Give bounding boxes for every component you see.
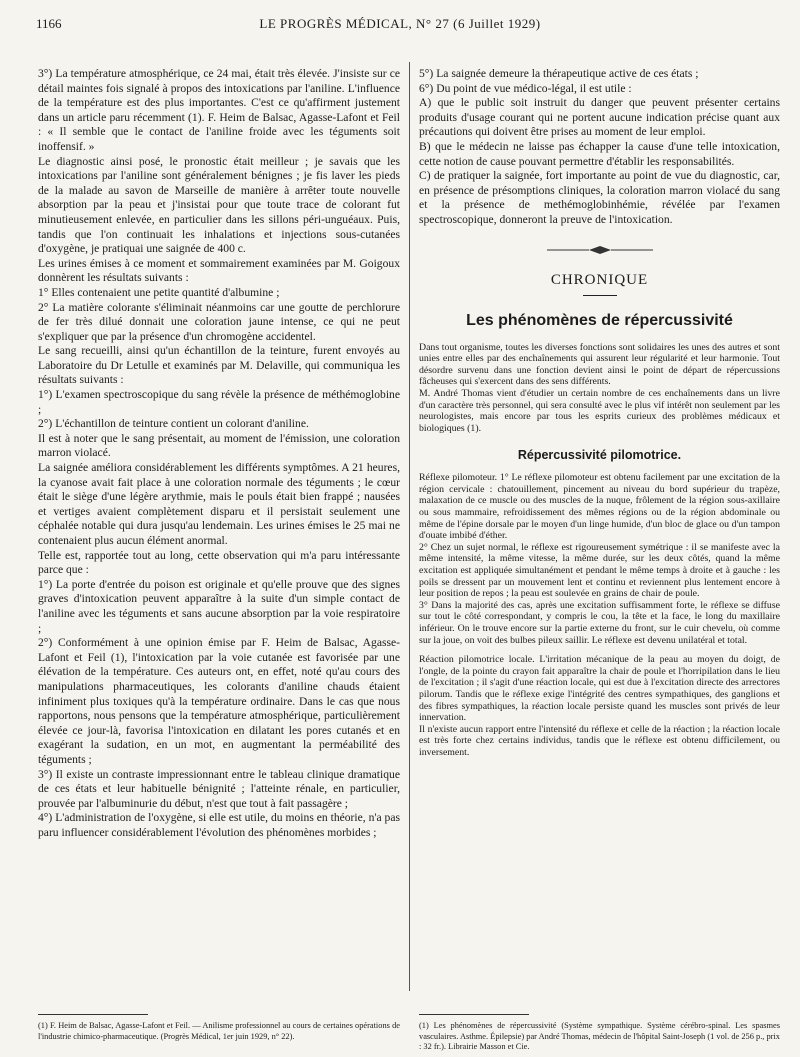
paragraph: M. André Thomas vient d'étudier un certain nombre de ces enchaînements dans un livre d'un caractère très personnel, qui sera consulté avec le plus vif intérêt non seulement par les neurologistes, mais encore par tous les esprits curieux des problèmes médicaux et biologiques (1).	[419, 387, 780, 434]
paragraph: A) que le public soit instruit du danger que peuvent présenter certains produits d'usage courant qui ne portent aucune indication précise quant aux précautions qui doivent être prises au moment de leur emploi.	[419, 96, 780, 139]
paragraph: C) de pratiquer la saignée, fort importante au point de vue du diagnostic, car, en présence de présomptions cliniques, la coloration marron violacé du sang et la présence de methémoglobinhémie, révélée par l'examen spectroscopique, donneront la preuve de l'intoxication.	[419, 169, 780, 226]
left-column	[38, 67, 400, 840]
paragraph: 3°) Il existe un contraste impressionnant entre le tableau clinique dramatique de ces états et leur habituelle bénignité ; l'atteinte rénale, en particulier, prouvée par l'albuminurie du début, n'est que tout à fait passagère ;	[38, 767, 400, 810]
paragraph: 2°) Conformément à une opinion émise par F. Heim de Balsac, Agasse-Lafont et Feil (1), l'intoxication par la voie cutanée est favorisée par une élévation de la température. Ces auteurs ont, en effet, noté qu'au cours des manipulations pharmaceutiques, les colorants d'aniline chauds étaient infiniment plus toxiques qu'à la température ordinaire. Dans le cas que nous rapportons, nous pensons que la température atmosphérique, particulièrement élevée ce jour-là, favorisa l'intoxication en dilatant les pores cutanés et en exagérant la sudation, en un mot, en augmentant la perméabilité des téguments ;	[38, 636, 400, 766]
paragraph: 1°) L'examen spectroscopique du sang révèle la présence de méthémoglobine ;	[38, 388, 400, 416]
page-number: 1166	[36, 16, 62, 31]
paragraph: Il n'existe aucun rapport entre l'intensité du réflexe et celle de la réaction ; la réaction locale est très forte chez certains individus, tandis que le réflexe est obtenu difficilement, ou inversement.	[419, 723, 780, 758]
paragraph: 5°) La saignée demeure la thérapeutique active de ces états ;	[419, 67, 699, 80]
paragraph: Le diagnostic ainsi posé, le pronostic était meilleur ; je savais que les intoxications par l'aniline sont généralement bénignes ; je fis laver les pieds de la malade au savon de Marseille de manière à arrêter toute nouvelle absorption par la peau et j'insistai pour que toute trace de colorant fut minutieusement enlevée, en particulier dans les sillons péri-unguéaux. Puis, tandis que l'on continuait les inhalations et injections sous-cutanées d'oxygène, je pratiquai une saignée de 400 c.	[38, 154, 400, 256]
paragraph: Il est à noter que le sang présentait, au moment de l'émission, une coloration marron violacé.	[38, 431, 400, 460]
footnote-left: (1) F. Heim de Balsac, Agasse-Lafont et Feil. — Anilisme professionnel au cours de certaines opérations de l'industrie chimico-pharmaceutique. (Progrès Médical, 1er juin 1929, n° 22).	[38, 1021, 400, 1041]
paragraph: 3° Dans la majorité des cas, après une excitation suffisamment forte, le réflexe se diffuse sur tout le côté correspondant, y compris le cou, la tête et la face, le long du maxillaire inférieur. On le trouve encore sur la partie externe du front, sur le cuir chevelu, où comme sur la joue, on voit des bulbes pileux saillir. Le réflexe est devenu unilatéral et total.	[419, 599, 780, 646]
paragraph: 1° Elles contenaient une petite quantité d'albumine ;	[38, 285, 280, 299]
article-conclusion	[419, 67, 780, 228]
paragraph: Dans tout organisme, toutes les diverses fonctions sont solidaires les unes des autres et sont unies entre elles par des enchaînements qui assurent leur régularité et leur harmonie. Tout désordre survenu dans une fonction devient ainsi le point de départ de répercussions fâcheuses qui s'exercent dans des sens différents.	[419, 341, 780, 388]
right-column	[419, 67, 780, 759]
ornament-divider	[419, 242, 780, 260]
paragraph: Les urines émises à ce moment et sommairement examinées par M. Goigoux donnèrent les résultats suivants :	[38, 256, 400, 285]
column-divider	[409, 62, 410, 991]
paragraph: La saignée améliora considérablement les différents symptômes. A 21 heures, la cyanose avait fait place à une coloration normale des téguments ; le cœur était le siège d'une légère arythmie, mais le pouls était bien frappé ; nausées et vertiges avaient complètement disparu et il persistait seulement une céphalée notable qui dura jusqu'au lendemain. Les urines émises le 25 mai ne contenaient plus aucun élément anormal.	[38, 461, 400, 547]
paragraph: B) que le médecin ne laisse pas échapper la cause d'une telle intoxication, cette notion de cause pouvant permettre d'établir les responsabilités.	[419, 139, 780, 168]
subsection-title: Répercussivité pilomotrice.	[517, 448, 682, 463]
heading-underline	[583, 295, 617, 296]
paragraph: 2° Chez un sujet normal, le réflexe est rigoureusement symétrique : il se manifeste avec la même intensité, la même vitesse, la même durée, sur les deux côtés, quand la même excitation est appliquée simultanément et pendant le même temps à droite et à gauche : les poils se dressent par un mouvement lent et continu et reviennent plus lentement encore à leur position de repos ; la peau est soulevée en grains de chair de poule.	[419, 541, 780, 600]
article-intro	[419, 342, 780, 435]
running-title: LE PROGRÈS MÉDICAL, N° 27 (6 Juillet 1929)	[259, 16, 541, 31]
paragraph: 3°) La température atmosphérique, ce 24 mai, était très élevée. J'insiste sur ce détail maintes fois signalé à propos des intoxications par l'aniline. L'influence de la température est des plus importantes. C'est ce qu'affirment justement dans un article paru récemment (1). F. Heim de Balsac, Agasse-Lafont et Feil : « Il semble que le contact de l'aniline froide avec les téguments soit inoffensif. »	[38, 67, 400, 153]
paragraph: 1°) La porte d'entrée du poison est originale et qu'elle prouve que des signes graves d'intoxication peuvent apparaître à la suite d'un simple contact de l'aniline avec les téguments et sans aucune absorption par la voie respiratoire ;	[38, 577, 400, 635]
section-heading: CHRONIQUE	[550, 271, 649, 288]
footnote-rule	[38, 1014, 148, 1015]
paragraph: 2° La matière colorante s'éliminait néanmoins car une goutte de perchlorure de fer très dilué donnait une coloration jaune intense, ce qui ne peut s'expliquer que par la présence d'un chromogène accidentel.	[38, 300, 400, 343]
article-title: Les phénomènes de répercussivité	[466, 311, 733, 329]
article-body	[419, 472, 780, 758]
paragraph: 6°) Du point de vue médico-légal, il est utile :	[419, 81, 632, 95]
page-header	[36, 12, 764, 36]
paragraph: Le sang recueilli, ainsi qu'un échantillon de la teinture, furent envoyés au Laboratoire du Dr Letulle et examinés par M. Delaville, qui communiqua les résultats suivants :	[38, 344, 400, 387]
footnote-right: (1) Les phénomènes de répercussivité (Système sympathique. Système cérébro-spinal. Les spasmes vasculaires. Asthme. Épilepsie) par André Thomas, médecin de l'hôpital Saint-Joseph (1 vol. de 256 p., prix : 32 fr.). Librairie Masson et Cie.	[419, 1021, 780, 1051]
paragraph: Telle est, rapportée tout au long, cette observation qui m'a paru intéressante parce que :	[38, 548, 400, 577]
paragraph: 4°) L'administration de l'oxygène, si elle est utile, du moins en théorie, n'a pas paru influencer considérablement l'évolution des phénomènes morbides ;	[38, 811, 400, 839]
paragraph: Réflexe pilomoteur. 1° Le réflexe pilomoteur est obtenu facilement par une excitation de la région cervicale : chatouillement, pincement au niveau du bord supérieur du trapèze, malaxation de ce muscle ou des muscles de la nuque, frôlement de la région sous-axillaire ou sous mammaire, refroidissement des mêmes régions ou de la région abdominale ou même de l'épine dorsale par le moyen d'un linge humide, d'un bloc de glace ou d'un tampon d'ouate imbibé d'éther.	[419, 472, 780, 542]
footnote-rule	[419, 1014, 529, 1015]
paragraph: 2°) L'échantillon de teinture contient un colorant d'aniline.	[38, 417, 309, 431]
paragraph: Réaction pilomotrice locale. L'irritation mécanique de la peau au moyen du doigt, de l'ongle, de la pointe du crayon fait apparaître la chair de poule et l'horripilation dans le lieu de l'excitation ; il s'agit d'une réaction locale, qui est due à l'excitation directe des arrectores pilorum. Tandis que le réflexe exige l'intégrité des centres sympathiques, des ganglions et des fibres sympathiques, la réaction locale persiste quand les muscles sont privés de leur innervation.	[419, 654, 780, 724]
